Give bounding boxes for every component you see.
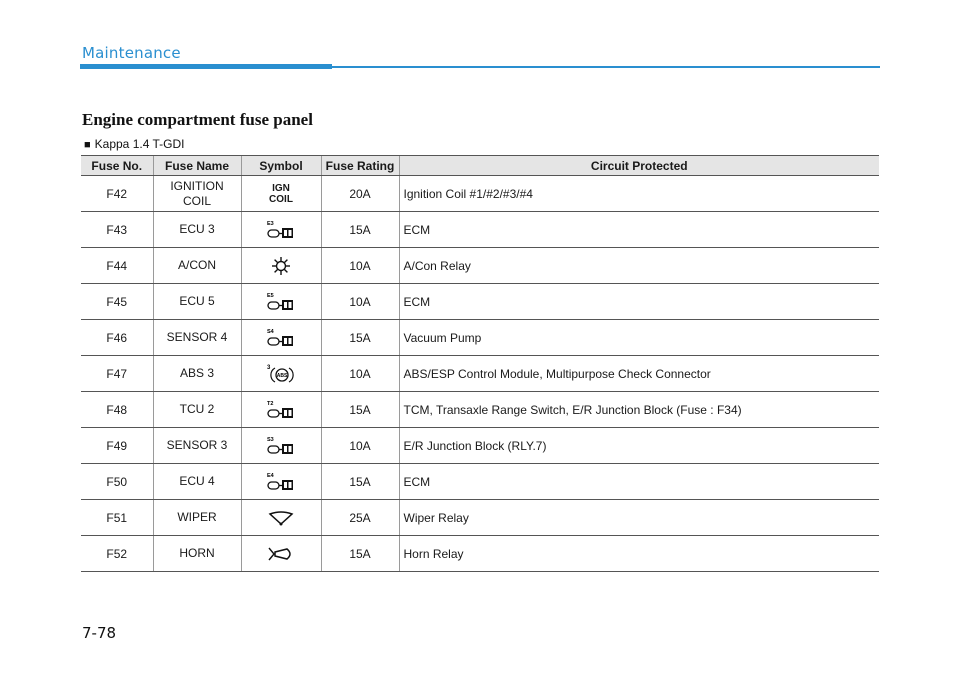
ecu-icon [266, 294, 296, 308]
fuse-name-cell: IGNITION COIL [153, 176, 241, 212]
symbol-cell [241, 248, 321, 284]
fuse-rating-cell: 15A [321, 392, 399, 428]
fuse-no-cell: F48 [81, 392, 153, 428]
fuse-rating-cell: 15A [321, 320, 399, 356]
svg-text:T2: T2 [267, 400, 274, 407]
table-row [81, 248, 879, 284]
table-row [81, 212, 879, 248]
fuse-rating-cell: 15A [321, 536, 399, 572]
fuse-rating-cell: 10A [321, 248, 399, 284]
fuse-no-cell: F50 [81, 464, 153, 500]
section-label: Maintenance [82, 44, 181, 62]
ecu-icon [266, 330, 296, 344]
circuit-cell: ABS/ESP Control Module, Multipurpose Check Connector [399, 356, 879, 392]
table-row [81, 356, 879, 392]
fuse-name-cell: SENSOR 3 [153, 428, 241, 464]
symbol-cell [241, 536, 321, 572]
symbol-cell [241, 176, 321, 212]
fuse-rating-cell: 10A [321, 284, 399, 320]
circuit-cell: Horn Relay [399, 536, 879, 572]
col-header-fuse-rating: Fuse Rating [321, 156, 399, 176]
circuit-cell: ECM [399, 464, 879, 500]
circuit-cell: E/R Junction Block (RLY.7) [399, 428, 879, 464]
fuse-no-cell: F42 [81, 176, 153, 212]
wiper-icon [268, 510, 294, 524]
table-row [81, 392, 879, 428]
fuse-no-cell: F45 [81, 284, 153, 320]
svg-text:3: 3 [267, 364, 271, 371]
circuit-cell: TCM, Transaxle Range Switch, E/R Junction Block (Fuse : F34) [399, 392, 879, 428]
table-row [81, 176, 879, 212]
fuse-no-cell: F52 [81, 536, 153, 572]
circuit-cell: Vacuum Pump [399, 320, 879, 356]
symbol-cell [241, 212, 321, 248]
fuse-name-cell: ECU 3 [153, 212, 241, 248]
table-header-row [81, 156, 879, 176]
circuit-cell: Ignition Coil #1/#2/#3/#4 [399, 176, 879, 212]
svg-text:S4: S4 [267, 328, 274, 335]
fuse-no-cell: F47 [81, 356, 153, 392]
subheading-text: Kappa 1.4 T-GDI [94, 137, 185, 151]
fuse-rating-cell: 20A [321, 176, 399, 212]
table-row [81, 428, 879, 464]
symbol-cell [241, 284, 321, 320]
svg-text:E3: E3 [267, 220, 274, 227]
subheading [84, 137, 185, 151]
ecu-icon [266, 402, 296, 416]
fuse-name-cell: WIPER [153, 500, 241, 536]
fuse-name-cell: ECU 4 [153, 464, 241, 500]
fuse-no-cell: F46 [81, 320, 153, 356]
svg-text:E4: E4 [267, 472, 274, 479]
ecu-icon [266, 222, 296, 236]
ac-icon [270, 258, 292, 272]
symbol-cell [241, 320, 321, 356]
table-row [81, 536, 879, 572]
col-header-symbol: Symbol [241, 156, 321, 176]
fuse-name-cell: HORN [153, 536, 241, 572]
table-row [81, 284, 879, 320]
col-header-fuse-no: Fuse No. [81, 156, 153, 176]
symbol-cell [241, 464, 321, 500]
svg-text:S3: S3 [267, 436, 274, 443]
fuse-name-cell: ECU 5 [153, 284, 241, 320]
circuit-cell: Wiper Relay [399, 500, 879, 536]
circuit-cell: ECM [399, 212, 879, 248]
header-rule-thin [332, 66, 880, 68]
fuse-rating-cell: 25A [321, 500, 399, 536]
fuse-name-cell: SENSOR 4 [153, 320, 241, 356]
header-rule-thick [80, 64, 332, 69]
table-row [81, 320, 879, 356]
table-row [81, 464, 879, 500]
table-row [81, 500, 879, 536]
symbol-cell [241, 500, 321, 536]
svg-text:ABS: ABS [276, 372, 288, 379]
ecu-icon [266, 438, 296, 452]
col-header-fuse-name: Fuse Name [153, 156, 241, 176]
fuse-rating-cell: 15A [321, 212, 399, 248]
fuse-name-cell: A/CON [153, 248, 241, 284]
circuit-cell: A/Con Relay [399, 248, 879, 284]
circuit-cell: ECM [399, 284, 879, 320]
horn-icon [266, 546, 296, 560]
abs-icon [267, 366, 295, 380]
fuse-no-cell: F51 [81, 500, 153, 536]
fuse-table [81, 155, 879, 572]
fuse-rating-cell: 10A [321, 428, 399, 464]
fuse-rating-cell: 10A [321, 356, 399, 392]
ign-coil-symbol: IGN COIL [269, 182, 293, 205]
symbol-cell [241, 392, 321, 428]
fuse-name-cell: TCU 2 [153, 392, 241, 428]
page-heading: Engine compartment fuse panel [82, 110, 313, 129]
bullet-square: ■ [84, 139, 91, 151]
fuse-rating-cell: 15A [321, 464, 399, 500]
col-header-circuit: Circuit Protected [399, 156, 879, 176]
symbol-cell [241, 428, 321, 464]
fuse-no-cell: F43 [81, 212, 153, 248]
fuse-name-cell: ABS 3 [153, 356, 241, 392]
symbol-cell [241, 356, 321, 392]
fuse-no-cell: F49 [81, 428, 153, 464]
page-number: 7-78 [82, 624, 117, 642]
fuse-no-cell: F44 [81, 248, 153, 284]
svg-text:E5: E5 [267, 292, 274, 299]
ecu-icon [266, 474, 296, 488]
